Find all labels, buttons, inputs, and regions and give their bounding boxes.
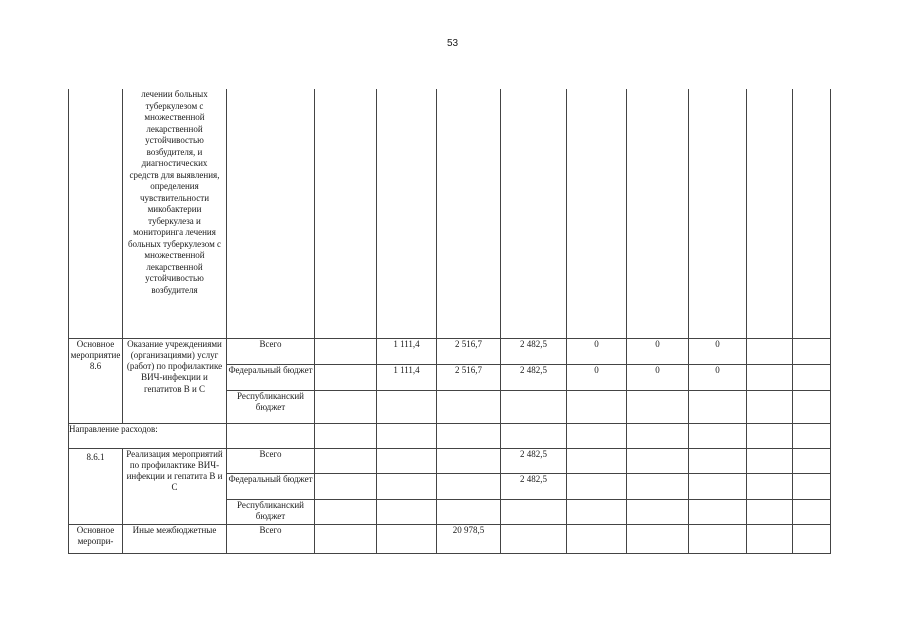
value-cell: 0 (567, 364, 627, 390)
continuation-text: лечении больных туберкулезом с множественной лекарственной устойчивостью возбудителя, и диагностических средств для выявления, определения чувствительности микобактерии туберкулеза и мониторинга лечения больных туберкулезом с множественной лекарственной устойчивостью возбудителя (123, 89, 227, 338)
measure-next-name: Иные межбюджетные (123, 524, 227, 553)
direction-row (69, 423, 831, 448)
value-cell: 0 (567, 338, 627, 364)
measure-8-6-code: Основное мероприятие 8.6 (69, 338, 123, 423)
budget-table (68, 89, 831, 554)
measure-8-6-name: Оказание учреждениями (организациями) услуг (работ) по профилактике ВИЧ-инфекции и гепатитов В и С (123, 338, 227, 423)
measure-8-6-total-row (69, 338, 831, 364)
continuation-row (69, 89, 831, 338)
item-8-6-1-name: Реализация мероприятий по профилактике ВИЧ-инфекции и гепатита В и С (123, 448, 227, 524)
value-cell: 2 482,5 (501, 473, 567, 499)
value-cell: 20 978,5 (437, 524, 501, 553)
value-cell: 0 (627, 364, 689, 390)
funding-source: Республиканский бюджет (227, 390, 315, 423)
measure-next-code: Основное меропри- (69, 524, 123, 553)
value-cell: 2 516,7 (437, 364, 501, 390)
direction-label: Направление расходов: (69, 423, 227, 448)
value-cell: 2 482,5 (501, 338, 567, 364)
value-cell: 0 (627, 338, 689, 364)
value-cell: 1 111,4 (377, 338, 437, 364)
item-8-6-1-code: 8.6.1 (69, 448, 123, 524)
value-cell: 0 (689, 364, 747, 390)
funding-source: Всего (227, 338, 315, 364)
measure-next-total-row (69, 524, 831, 553)
value-cell: 1 111,4 (377, 364, 437, 390)
value-cell: 2 482,5 (501, 364, 567, 390)
value-cell: 0 (689, 338, 747, 364)
item-8-6-1-total-row (69, 448, 831, 473)
page-number: 53 (446, 38, 459, 49)
funding-source: Всего (227, 448, 315, 473)
value-cell: 2 516,7 (437, 338, 501, 364)
funding-source: Федеральный бюджет (227, 364, 315, 390)
funding-source: Федеральный бюджет (227, 473, 315, 499)
value-cell: 2 482,5 (501, 448, 567, 473)
funding-source: Республиканский бюджет (227, 499, 315, 524)
funding-source: Всего (227, 524, 315, 553)
